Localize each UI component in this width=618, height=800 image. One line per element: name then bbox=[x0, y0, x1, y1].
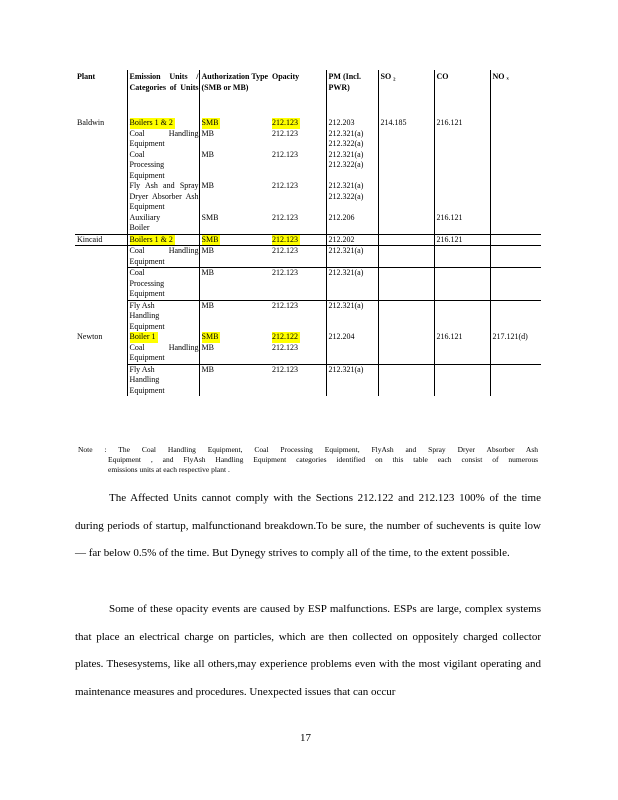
pm-cell: 212.206 bbox=[326, 213, 378, 235]
pm-cell: 212.202 bbox=[326, 234, 378, 246]
auth-cell: MB bbox=[199, 181, 270, 213]
pm-cell: 212.321(a) bbox=[326, 246, 378, 268]
auth-cell: SMB bbox=[199, 332, 270, 343]
unit-cell: Boiler 1 bbox=[127, 332, 199, 343]
header-opacity: Opacity bbox=[272, 72, 300, 81]
auth-cell: MB bbox=[199, 268, 270, 301]
pm-cell: 212.321(a) bbox=[326, 364, 378, 396]
plant-name: Newton bbox=[77, 332, 103, 341]
table-row bbox=[75, 150, 541, 182]
opacity-cell: 212.123 bbox=[270, 246, 326, 268]
opacity-cell: 212.123 bbox=[272, 364, 298, 374]
table-note bbox=[78, 445, 538, 475]
plant-name: Kincaid bbox=[75, 234, 127, 246]
auth-cell: MB bbox=[199, 300, 270, 332]
unit-cell: Fly Ash Handling Equipment bbox=[127, 300, 199, 332]
unit-cell: Coal Handling Equipment bbox=[127, 129, 199, 150]
unit-cell: Fly Ash and Spray Dryer Absorber Ash Equipment bbox=[127, 181, 199, 213]
pm-cell: 212.321(a) 212.322(a) bbox=[326, 150, 378, 182]
body-paragraph-1: The Affected Units cannot comply with the Sections 212.122 and 212.123 100% of the time during periods of startup, malfunctionand breakdown.To be sure, the number of suchevents is quite low — far below 0.5% of the time. But Dynegy strives to comply all of the time, to the extent possible. bbox=[75, 492, 541, 559]
table-row bbox=[75, 234, 541, 246]
opacity-cell: 212.123 bbox=[272, 300, 298, 310]
opacity-cell: 212.123 bbox=[272, 181, 298, 190]
pm-cell: 212.321(a) bbox=[326, 268, 378, 301]
pm-cell: 212.204 bbox=[326, 332, 378, 343]
opacity-cell: 212.122 bbox=[272, 332, 298, 341]
header-nox: NO ₓ bbox=[490, 70, 541, 118]
pm-cell: 212.203 bbox=[326, 118, 378, 129]
auth-cell: MB bbox=[199, 129, 270, 150]
emissions-authorization-table bbox=[75, 70, 541, 396]
table-row bbox=[75, 181, 541, 213]
header-so2: SO ₂ bbox=[378, 70, 434, 118]
table-row bbox=[75, 118, 541, 129]
unit-cell: Boilers 1 & 2 bbox=[127, 118, 199, 129]
body-paragraph-2: Some of these opacity events are caused by ESP malfunctions. ESPs are large, complex systems that place an electrical charge on particles, which are then collected on oppositely charged collector plates. Thesesystems, like all others,may experience problems even with the most vigilant operating and maintenance measures and procedures. Unexpected issues that can occur bbox=[75, 603, 541, 698]
co-cell: 216.121 bbox=[434, 234, 490, 246]
auth-cell: MB bbox=[199, 246, 270, 268]
table-row bbox=[75, 268, 541, 301]
note-line: emissions units at each respective plant . bbox=[108, 465, 230, 474]
auth-cell: SMB bbox=[199, 234, 270, 246]
table-row bbox=[75, 300, 541, 332]
auth-cell: MB bbox=[199, 343, 270, 365]
opacity-cell: 212.123 bbox=[272, 118, 298, 127]
auth-cell: SMB bbox=[199, 213, 270, 235]
unit-cell: Coal Handling Equipment bbox=[127, 343, 199, 365]
nox-cell bbox=[490, 118, 541, 129]
opacity-cell: 212.123 bbox=[270, 234, 326, 246]
table-row bbox=[75, 246, 541, 268]
pm-cell: 212.321(a) 212.322(a) bbox=[326, 181, 378, 213]
auth-cell: MB bbox=[199, 364, 270, 396]
header-plant: Plant bbox=[77, 72, 96, 81]
co-cell: 216.121 bbox=[434, 118, 490, 129]
opacity-cell: 212.123 bbox=[270, 343, 326, 365]
opacity-cell: 212.123 bbox=[270, 213, 326, 235]
table-row bbox=[75, 332, 541, 343]
unit-cell: Fly Ash Handling Equipment bbox=[127, 364, 199, 396]
table-header-row bbox=[75, 70, 541, 118]
pm-cell: 212.321(a) bbox=[326, 300, 378, 332]
table-row bbox=[75, 129, 541, 150]
table-row bbox=[75, 213, 541, 235]
auth-cell: MB bbox=[199, 150, 270, 182]
opacity-cell: 212.123 bbox=[270, 268, 326, 301]
auth-cell: SMB bbox=[199, 118, 270, 129]
opacity-cell: 212.123 bbox=[272, 149, 298, 159]
note-line: Equipment , and FlyAsh Handling Equipment categories identified on this table each consist of numerous bbox=[108, 455, 538, 464]
so2-cell: 214.185 bbox=[378, 118, 434, 129]
unit-cell: Coal Processing Equipment bbox=[127, 150, 199, 182]
opacity-cell: 212.123 bbox=[272, 128, 298, 138]
unit-cell: Auxiliary Boiler bbox=[127, 213, 199, 235]
nox-cell: 217.121(d) bbox=[490, 332, 541, 343]
unit-cell: Boilers 1 & 2 bbox=[127, 234, 199, 246]
unit-cell: Coal Processing Equipment bbox=[127, 268, 199, 301]
pm-cell: 212.321(a) 212.322(a) bbox=[326, 129, 378, 150]
unit-cell: Coal Handling Equipment bbox=[127, 246, 199, 268]
co-cell: 216.121 bbox=[434, 213, 490, 235]
co-cell: 216.121 bbox=[434, 332, 490, 343]
header-co: CO bbox=[434, 70, 490, 118]
note-line: Note : The Coal Handling Equipment, Coal Processing Equipment, FlyAsh and Spray Dryer Absorber Ash bbox=[78, 445, 538, 454]
header-pm: PM (Incl. PWR) bbox=[326, 70, 378, 118]
table-row bbox=[75, 364, 541, 396]
table-row bbox=[75, 343, 541, 365]
page-number: 17 bbox=[300, 732, 311, 744]
plant-name: Baldwin bbox=[77, 118, 105, 127]
header-auth: Authorization Type (SMB or MB) bbox=[199, 70, 270, 118]
header-units: Emission Units / Categories of Units bbox=[127, 70, 199, 118]
